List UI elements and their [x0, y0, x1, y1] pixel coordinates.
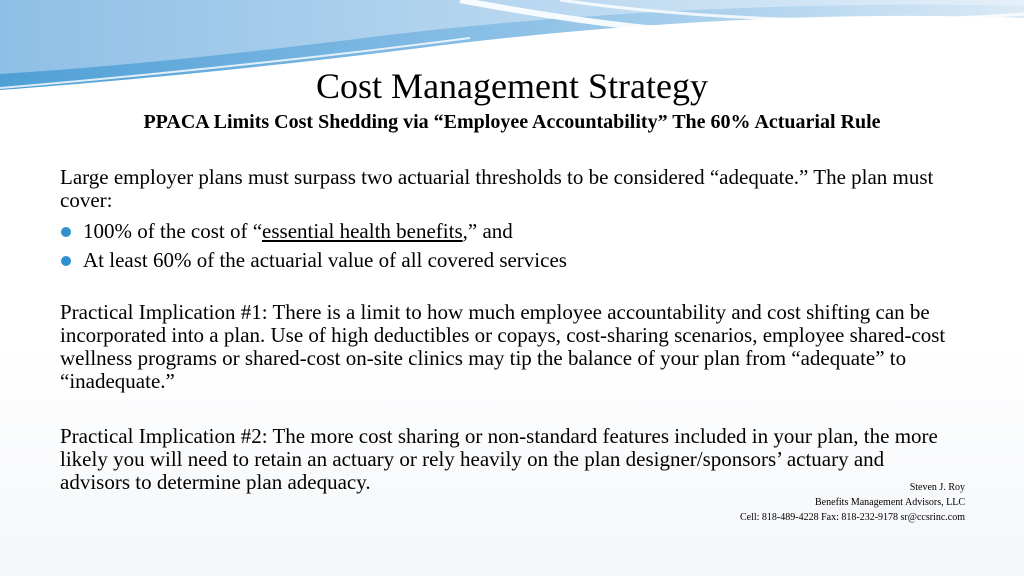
- bullet-text: At least 60% of the actuarial value of all covered services: [83, 248, 567, 272]
- signature-company: Benefits Management Advisors, LLC: [815, 497, 965, 508]
- signature-contact: Cell: 818-489-4228 Fax: 818-232-9178 sr@ccsrinc.com: [739, 512, 965, 523]
- implication-1-paragraph: Practical Implication #1: There is a limit to how much employee accountability and cost shifting can be incorporated into a plan. Use of high deductibles or copays, cost-sharing scenarios, employee shared-cost wellness programs or shared-cost on-site clinics may tip the balance of your plan from “adequate” to “inadequate.”: [60, 300, 946, 393]
- intro-paragraph: Large employer plans must surpass two actuarial thresholds to be considered “adequate.” The plan must cover:: [60, 165, 934, 212]
- bullet-dot-icon: [61, 256, 71, 266]
- implication-2-paragraph: Practical Implication #2: The more cost sharing or non-standard features included in your plan, the more likely you will need to retain an actuary or rely heavily on the plan designer/sponsors’ actuary and advisors to determine plan adequacy.: [60, 424, 938, 494]
- bullet-dot-icon: [61, 227, 71, 237]
- slide-subtitle: PPACA Limits Cost Shedding via “Employee Accountability” The 60% Actuarial Rule: [143, 111, 881, 133]
- coverage-bullet-list: [60, 217, 960, 275]
- signature-block: [740, 480, 965, 525]
- bullet-text-before: 100% of the cost of “: [83, 219, 263, 243]
- bullet-item-actuarial-value: [60, 246, 960, 275]
- essential-health-benefits-link[interactable]: essential health benefits: [262, 219, 463, 243]
- signature-name: Steven J. Roy: [909, 482, 965, 493]
- slide-title: Cost Management Strategy: [316, 66, 708, 106]
- bullet-item-essential-benefits: [60, 217, 960, 246]
- bullet-text-after: ,” and: [462, 219, 513, 243]
